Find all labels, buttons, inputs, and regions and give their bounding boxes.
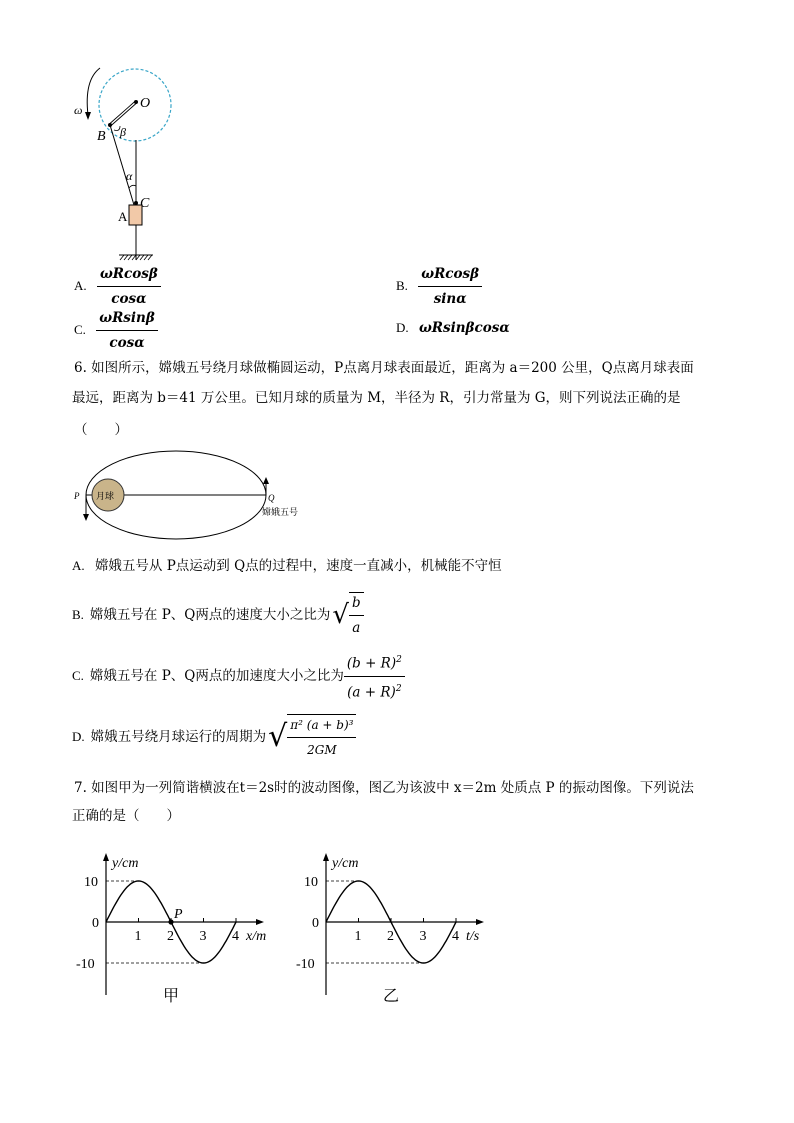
q6-orbit-figure (70, 445, 320, 550)
point-q-label: Q (268, 493, 275, 503)
point-p-label: P (74, 491, 80, 501)
y-tick-label: 10 (304, 875, 318, 890)
q5-mechanism-figure (70, 60, 180, 265)
wave-chart-jia (70, 845, 280, 1010)
q5-c-numerator: ωRsinβ (96, 308, 158, 331)
q6-option-a: A. 嫦娥五号从 P点运动到 Q点的过程中，速度一直减小，机械能不守恒 (72, 558, 502, 574)
sqrt-sign: √ (268, 719, 288, 754)
q6-stem-line1: 6. 如图所示，嫦娥五号绕月球做椭圆运动，P点离月球表面最近，距离为 a＝200 公里，Q点离月球表面 (74, 360, 694, 376)
x-axis-arrow (256, 919, 264, 925)
sqrt-sign: √ (332, 600, 349, 630)
q5-option-a: A. $\frac{\omega Rcos\beta}{\cos\alpha}$ (74, 264, 161, 309)
point-b-label: B (97, 129, 106, 144)
chart-caption: 乙 (383, 988, 400, 1005)
y-tick-label: -10 (296, 957, 315, 972)
q6-option-d: D. 嫦娥五号绕月球运行的周期为 √ $\frac{\text{π² (a + b)³}}{2GM}$ (72, 714, 356, 760)
x-tick-label: 2 (167, 929, 174, 944)
x-tick-label: 1 (134, 929, 142, 944)
y-tick-label: 0 (312, 916, 319, 931)
point-o-label: O (140, 96, 151, 111)
q6-stem-line2: 最远，距离为 b＝41 万公里。已知月球的质量为 M，半径为 R，引力常量为 G，则下列说法正确的是 (72, 390, 681, 406)
q7-stem-line1: 7. 如图甲为一列简谐横波在t＝2s时的波动图像，图乙为该波中 x＝2m 处质点 P 的振动图像。下列说法 (74, 780, 694, 796)
moon-label: 月球 (96, 491, 115, 501)
x-tick-label: 4 (232, 929, 239, 944)
x-tick-label: 3 (199, 929, 207, 944)
rotation-arrow (87, 68, 100, 115)
omega-label: ω (74, 103, 83, 117)
q5-d-expression: ωRsinβcosα (418, 320, 510, 336)
y-axis-arrow (103, 853, 109, 861)
q7-stem-line2: 正确的是（ ） (72, 808, 180, 824)
point-c-label: C (140, 196, 150, 211)
block-a-label: A (118, 209, 128, 224)
q5-c-denominator: cosα (109, 335, 145, 351)
chart-caption: 甲 (163, 988, 180, 1005)
x-tick-label: 1 (354, 929, 362, 944)
q5-b-denominator: sinα (433, 291, 467, 307)
y-tick-label: -10 (76, 957, 95, 972)
q5-option-c: C. $\frac{\omega Rsin\beta}{\cos\alpha}$ (74, 308, 158, 353)
q5-option-b: B. $\frac{\omega Rcos\beta}{\sin\alpha}$ (396, 264, 482, 309)
x-axis-arrow (476, 919, 484, 925)
spacecraft-label: 嫦娥五号 (262, 507, 299, 517)
y-tick-label: 0 (92, 916, 99, 931)
beta-label: β (120, 125, 126, 139)
y-tick-label: 10 (84, 875, 98, 890)
q6-answer-blank: （ ） (74, 422, 128, 438)
x-tick-label: 4 (452, 929, 459, 944)
y-axis-label: y/cm (112, 856, 139, 871)
vibration-chart-yi (290, 845, 500, 1010)
x-tick-label: 2 (387, 929, 394, 944)
q6-option-b: B. 嫦娥五号在 P、Q两点的速度大小之比为 √ $\frac{b}{a}$ (72, 592, 364, 638)
x-tick-label: 3 (419, 929, 427, 944)
q5-b-numerator: ωRcosβ (418, 264, 482, 287)
point-p-label: P (174, 907, 183, 922)
point-p (168, 919, 173, 924)
y-axis-arrow (323, 853, 329, 861)
x-axis-label: t/s (466, 929, 480, 944)
x-axis-label: x/m (246, 929, 267, 944)
y-axis-label: y/cm (332, 856, 359, 871)
q5-option-d: D. ωRsinβcosα (396, 320, 510, 336)
alpha-label: α (126, 169, 133, 183)
q6-option-c: C. 嫦娥五号在 P、Q两点的加速度大小之比为 $\frac{(b + R)^2}{(a + R)^2}$ (72, 650, 405, 702)
q5-a-numerator: ωRcosβ (97, 264, 161, 287)
q5-a-denominator: cosα (111, 291, 147, 307)
